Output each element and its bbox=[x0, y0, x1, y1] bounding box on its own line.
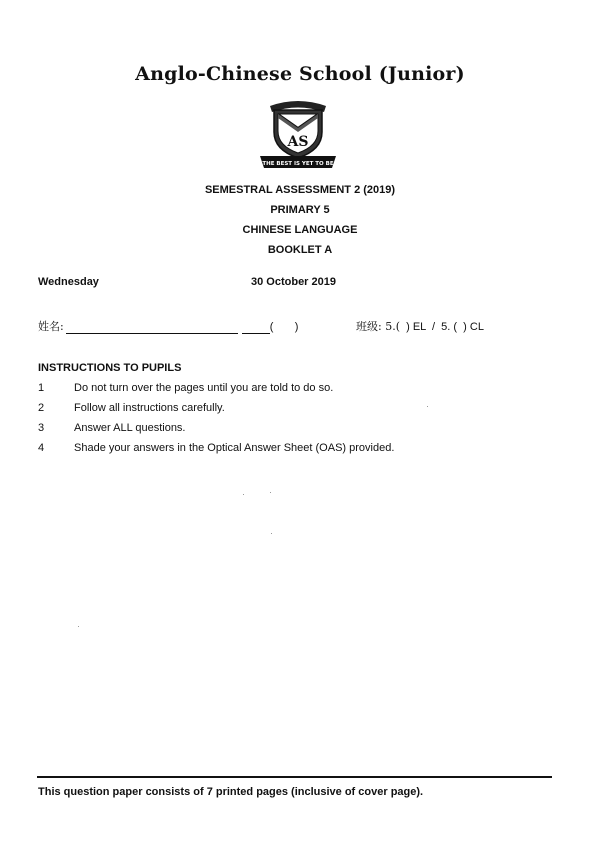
instruction-text: Do not turn over the pages until you are told to do so. bbox=[74, 382, 334, 394]
footer-divider bbox=[37, 776, 552, 778]
register-number-bracket: ( ) bbox=[269, 321, 299, 333]
assessment-title: SEMESTRAL ASSESSMENT 2 (2019) bbox=[204, 184, 396, 196]
scan-speck bbox=[270, 492, 271, 493]
crest-monogram: AS bbox=[287, 134, 309, 150]
instruction-item bbox=[38, 402, 538, 414]
booklet-title: BOOKLET A bbox=[267, 244, 333, 256]
page-count-note: This question paper consists of 7 printed pages (inclusive of cover page). bbox=[38, 786, 424, 798]
class-row bbox=[356, 318, 484, 334]
instruction-number: 1 bbox=[38, 382, 45, 394]
instruction-item bbox=[38, 442, 538, 454]
school-name: Anglo-Chinese School (Junior) bbox=[135, 63, 465, 85]
name-field-line[interactable] bbox=[66, 323, 238, 334]
instruction-number: 4 bbox=[38, 442, 45, 454]
scan-speck bbox=[271, 533, 272, 534]
instruction-text: Follow all instructions carefully. bbox=[74, 402, 225, 414]
name-field-line-2[interactable] bbox=[242, 323, 270, 334]
crest-motto: THE BEST IS YET TO BE bbox=[262, 161, 334, 167]
instruction-text: Answer ALL questions. bbox=[74, 422, 186, 434]
class-cl-label: ) CL bbox=[457, 321, 484, 333]
subject-title: CHINESE LANGUAGE bbox=[242, 224, 358, 236]
school-crest-logo bbox=[258, 98, 338, 172]
name-row bbox=[38, 318, 298, 334]
instruction-item bbox=[38, 382, 538, 394]
class-label: 班级: 5.( bbox=[356, 320, 400, 333]
class-el-label: ) EL / 5. ( bbox=[400, 321, 458, 333]
instruction-number: 2 bbox=[38, 402, 45, 414]
scan-speck bbox=[78, 626, 79, 627]
name-label: 姓名: bbox=[38, 320, 64, 333]
instruction-number: 3 bbox=[38, 422, 45, 434]
instruction-item bbox=[38, 422, 538, 434]
instructions-title: INSTRUCTIONS TO PUPILS bbox=[38, 362, 182, 374]
scan-speck bbox=[427, 406, 428, 407]
instruction-text: Shade your answers in the Optical Answer Sheet (OAS) provided. bbox=[74, 442, 395, 454]
exam-day: Wednesday bbox=[38, 276, 99, 288]
scan-speck bbox=[243, 494, 244, 495]
level-title: PRIMARY 5 bbox=[270, 204, 330, 216]
exam-date: 30 October 2019 bbox=[251, 276, 336, 288]
